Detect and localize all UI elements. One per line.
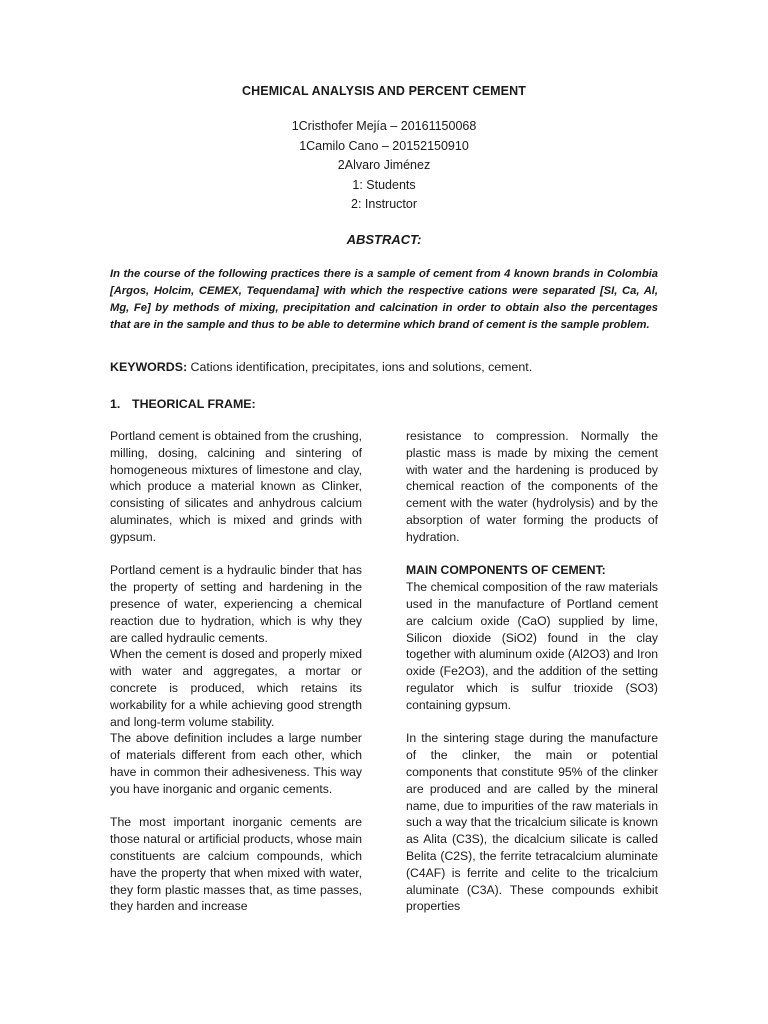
keywords-label: KEYWORDS: — [110, 360, 188, 374]
section-number: 1. — [110, 397, 121, 411]
keywords-line — [110, 359, 658, 376]
author-line: 1Cristhofer Mejía – 20161150068 — [291, 119, 477, 133]
affiliation-line: 2: Instructor — [351, 197, 417, 212]
author-line: 1Camilo Cano – 20152150910 — [299, 138, 469, 153]
section-heading — [110, 397, 256, 411]
abstract-text: In the course of the following practices there is a sample of cement from 4 known brands in Colombia [Argos, Holcim, CEMEX, Tequendama] with which the respective cations were separated [SI, Ca, Al, Mg, Fe] by methods of mixing, precipitation and calcination in order to obtain also the percentages that are in the sample and thus to be able to determine which brand of cement is the sample problem. — [110, 268, 658, 331]
body-paragraph: In the sintering stage during the manufacture of the clinker, the main or potential components that constitute 95% of the clinker are produced and are called by the mineral name, due to impurities of the raw materials in such a way that the tricalcium silicate is known as Alita (C3S), the dicalcium silicate is called Belita (C2S), the ferrite tetracalcium aluminate (C4AF) is ferrite and celite to the tricalcium aluminate (C3A). These compounds exhibit properties — [406, 731, 658, 914]
body-paragraph: Portland cement is obtained from the crushing, milling, dosing, calcining and sintering of homogeneous mixtures of limestone and clay, which produce a material known as Clinker, consisting of silicates and anhydrous calcium aluminates, which is mixed and grinds with gypsum. — [110, 429, 363, 544]
section-title: THEORICAL FRAME: — [132, 397, 256, 411]
author-block — [0, 117, 768, 215]
body-paragraph: The most important inorganic cements are those natural or artificial products, whose main constituents are calcium compounds, which have the property that when mixed with water, they form plastic masses that, as time passes, they harden and increase — [110, 815, 362, 914]
body-paragraph: The chemical composition of the raw materials used in the manufacture of Portland cement are calcium oxide (CaO) supplied by lime, Silicon dioxide (SiO2) found in the clay together with aluminum oxide (Al2O3) and Iron oxide (Fe2O3), and the addition of the setting regulator which is sulfur trioxide (SO3) containing gypsum. — [406, 580, 659, 712]
abstract-heading: ABSTRACT: — [346, 232, 422, 247]
body-paragraph: resistance to compression. Normally the plastic mass is made by mixing the cement with water and the hardening is produced by chemical reaction of the components of the cement with the water (hydrolysis) and by the absorption of water forming the products of hydration. — [406, 429, 658, 544]
body-paragraph: The above definition includes a large number of materials different from each other, which have in common their adhesiveness. This way you have inorganic and organic cements. — [110, 731, 362, 796]
author-line: 2Alvaro Jiménez — [337, 158, 431, 173]
right-column — [406, 428, 658, 915]
subsection-heading: MAIN COMPONENTS OF CEMENT: — [406, 563, 606, 578]
affiliation-line: 1: Students — [352, 177, 416, 192]
keywords-text: Cations identification, precipitates, ions and solutions, cement. — [187, 360, 533, 374]
paper-title: CHEMICAL ANALYSIS AND PERCENT CEMENT — [242, 84, 526, 98]
body-paragraph: When the cement is dosed and properly mixed with water and aggregates, a mortar or concrete is produced, which retains its workability for a while achieving good strength and long-term volume stability. — [110, 647, 362, 729]
body-paragraph: Portland cement is a hydraulic binder that has the property of setting and hardening in the presence of water, experiencing a chemical reaction due to hydration, which is why they are called hydraulic cements. — [110, 563, 362, 645]
left-column — [110, 428, 362, 915]
